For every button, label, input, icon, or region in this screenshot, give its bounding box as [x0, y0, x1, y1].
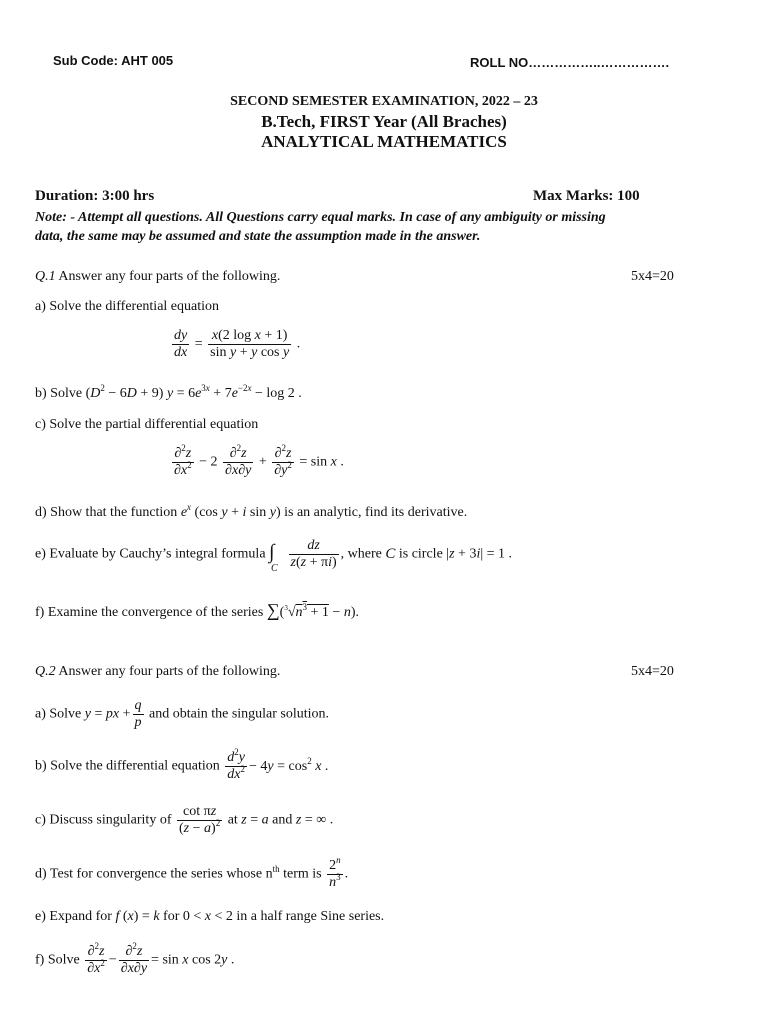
q2-a-equation: y = px + [84, 706, 131, 722]
q2-e-suffix: in a half range Sine series. [232, 909, 385, 924]
q2-d-superscript: th [272, 863, 280, 874]
q1-marks: 5x4=20 [631, 269, 674, 284]
q2-c-and: and [268, 812, 296, 828]
q2-b-equation: − $4y = \cos^2 x$ . [249, 755, 329, 774]
q1-e-where: , where [340, 546, 386, 562]
note-line-1: Note: - Attempt all questions. All Questions carry equal marks. In case of any ambiguity or missing [35, 210, 606, 225]
duration: Duration: 3:00 hrs [35, 188, 155, 204]
q1-e-contour: C [385, 546, 396, 563]
q1-f-series: $\sum(^3√n^3 + 1 - n)$. [266, 600, 359, 620]
exam-title: SECOND SEMESTER EXAMINATION, 2022 – 23 [230, 94, 538, 109]
q1-c-equation: $\frac{\partial^2z}{\partial x^2}$ − 2 $\frac{\partial^2z}{\partial x\partial y}$ + $\frac{\partial^2z}{\partial y^2}$ = sin x . [174, 443, 344, 479]
q2-c: c) Discuss singularity of $\frac{\text{cot πz}}{(z - a)^2}$ at z = a and z = ∞ . [35, 804, 334, 837]
q2-f-text: f) Solve [35, 952, 84, 968]
q1-e-integral: ∫ C [269, 540, 278, 574]
q1-d-text: d) Show that the function [35, 505, 181, 520]
q2-f-equation: = sin x cos 2y . [151, 952, 235, 968]
q1-e-text: e) Evaluate by Cauchy’s integral formula [35, 546, 270, 562]
q1-d-suffix: is an analytic, find its derivative. [280, 505, 468, 520]
q2-e [35, 909, 384, 925]
q2-instruction: Answer any four parts of the following. [55, 664, 281, 679]
q2-a-suffix: and obtain the singular solution. [145, 706, 330, 722]
sub-code: Sub Code: AHT 005 [53, 53, 174, 68]
q1-f [35, 600, 359, 621]
q1-d [35, 502, 468, 521]
q2-e-function: f (x) = k [115, 909, 160, 924]
q1-f-text: f) Examine the convergence of the series [35, 605, 267, 620]
q2-d-term: term is [279, 866, 326, 882]
q2-e-text: e) Expand for [35, 909, 116, 924]
q1-b-text: b) Solve [35, 386, 86, 401]
q2-b: b) Solve the differential equation $\frac{d^2y}{dx^2}$ − $4y = \cos^2 x$ . [35, 747, 329, 783]
q1-label: Q.1 [35, 269, 56, 284]
q2-d-text: d) Test for convergence the series whose n [35, 866, 273, 882]
q2-c-text: c) Discuss singularity of [35, 812, 175, 828]
q2-d: d) Test for convergence the series whose $n^{th}$ term is $\frac{2^n}{n^3}$ . [35, 855, 349, 891]
q1-a-text: a) Solve the differential equation [35, 299, 220, 314]
q2-f: f) Solve $\frac{\partial^2z}{\partial x^2}$ − $\frac{\partial^2z}{\partial x\partial y}$ = sin x cos 2y . [35, 941, 235, 977]
q1-d-function: $e^x$ (cos y + i sin y) [180, 502, 281, 520]
q1-e-circle: is circle [395, 546, 447, 562]
subject-title: ANALYTICAL MATHEMATICS [261, 132, 507, 151]
q1-c-text: c) Solve the partial differential equation [35, 417, 259, 432]
q2-marks: 5x4=20 [631, 664, 674, 679]
q2-label: Q.2 [35, 664, 56, 679]
q1-instruction: Answer any four parts of the following. [55, 269, 281, 284]
q2-b-text: b) Solve the differential equation [35, 758, 224, 774]
q1-heading [35, 269, 280, 285]
roll-number: ROLL NO……………..……………. [470, 55, 670, 70]
q1-b [35, 383, 302, 402]
note-line-2: data, the same may be assumed and state the assumption made in the answer. [35, 229, 481, 244]
q2-a-text: a) Solve [35, 706, 85, 722]
q2-e-for: for [159, 909, 183, 924]
q2-heading [35, 664, 280, 680]
q2-c-at: at [224, 812, 242, 828]
q1-e: e) Evaluate by Cauchy’s integral formula ∫ C $\frac{dz}{z(z + \pi i)}$ , where C is circle |z + 3i| = 1 . [35, 538, 513, 574]
max-marks: Max Marks: 100 [533, 188, 640, 204]
course-title: B.Tech, FIRST Year (All Braches) [261, 112, 507, 131]
q1-a-equation: $\frac{dy}{dx}$ = $\frac{\text{x(2 log x + 1)}}{\text{sin y + y cos y}}$ . [174, 328, 301, 361]
q2-e-range: 0 < x < 2 [182, 909, 233, 924]
q1-b-equation: $(D^2 - 6D + 9) y = 6e^{3x} + 7e^{-2x} - \log 2$ . [85, 383, 302, 401]
q1-e-condition: |z + 3i| = 1 . [446, 546, 513, 562]
q2-a: a) Solve y = px + $\frac{q}{p}$ and obtain the singular solution. [35, 698, 330, 731]
